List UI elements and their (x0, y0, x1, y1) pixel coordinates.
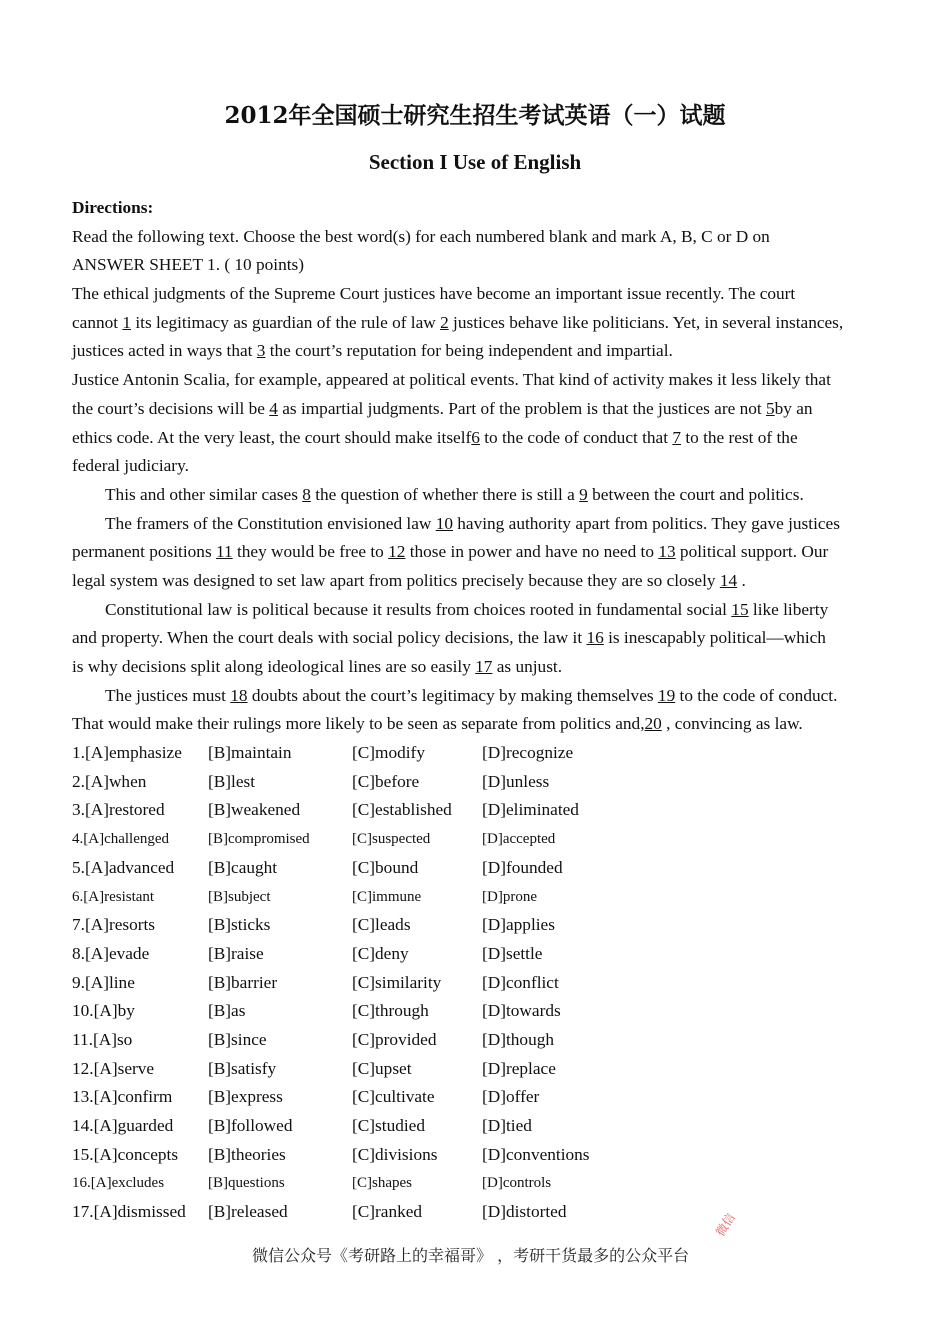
option-row (72, 854, 907, 883)
passage-text: , convincing as law. (661, 714, 803, 734)
passage-line: The ethical judgments of the Supreme Court justices have become an important issue recently. The court (72, 284, 796, 304)
option-d: [D]eliminated (482, 800, 579, 820)
passage-line (72, 309, 907, 338)
option-d: [D]conflict (482, 972, 559, 992)
option-row (72, 911, 907, 940)
passage-line (72, 710, 907, 739)
option-row (72, 768, 907, 797)
option-a: 15.[A]concepts (72, 1144, 179, 1164)
option-b: [B]caught (208, 857, 278, 877)
passage-text: This and other similar cases (105, 484, 303, 504)
option-a: 9.[A]line (72, 972, 135, 992)
passage-text: is why decisions split along ideological lines are so easily (72, 657, 476, 676)
option-d: [D]unless (482, 771, 550, 791)
option-row (72, 739, 907, 768)
passage-text: justices acted in ways that (72, 341, 257, 361)
option-b: [B]as (208, 1001, 246, 1021)
option-d: [D]tied (482, 1116, 532, 1135)
passage-text: cannot (72, 312, 123, 332)
option-a: 5.[A]advanced (72, 857, 175, 877)
passage-paragraph-5 (72, 596, 907, 682)
passage-text: they would be free to (232, 542, 389, 562)
passage-paragraph-6 (72, 682, 907, 739)
option-a: 3.[A]restored (72, 800, 165, 820)
passage-text: the question of whether there is still a (310, 484, 580, 504)
footer-note: 微信公众号《考研路上的幸福哥》 ，考研干货最多的公众平台 (252, 1246, 690, 1265)
option-d: [D]controls (482, 1175, 552, 1192)
passage-line (72, 395, 907, 424)
option-c: [C]bound (352, 857, 419, 877)
option-c: [C]studied (352, 1116, 425, 1135)
blank-1: 1 (122, 312, 132, 332)
option-a: 6.[A]resistant (72, 888, 155, 905)
option-c: [C]immune (352, 888, 422, 905)
passage-text: legal system was designed to set law apart from politics precisely because they are so closely (72, 570, 720, 590)
option-a: 13.[A]confirm (72, 1087, 173, 1107)
option-c: [C]provided (352, 1029, 437, 1049)
option-c: [C]ranked (352, 1202, 423, 1222)
passage-text: to the code of conduct that (479, 427, 673, 447)
option-b: [B]satisfy (208, 1058, 277, 1078)
option-row (72, 1026, 907, 1055)
option-row (72, 969, 907, 998)
blank-17: 17 (475, 657, 493, 676)
passage-line (72, 424, 907, 453)
option-row (72, 1198, 907, 1227)
option-b: [B]compromised (208, 831, 310, 848)
directions-label: Directions: (72, 198, 154, 217)
option-a: 7.[A]resorts (72, 915, 156, 935)
blank-10: 10 (435, 513, 453, 533)
passage-paragraph-2 (72, 366, 907, 481)
option-b: [B]express (208, 1087, 283, 1107)
option-a: 12.[A]serve (72, 1058, 155, 1078)
option-c: [C]established (352, 800, 452, 820)
option-row (72, 796, 907, 825)
option-d: [D]conventions (482, 1144, 590, 1164)
passage-line (72, 682, 907, 711)
passage-text: permanent positions (72, 542, 216, 562)
option-row (72, 997, 907, 1026)
option-b: [B]theories (208, 1144, 286, 1164)
option-b: [B]lest (208, 771, 256, 791)
option-d: [D]applies (482, 915, 555, 935)
passage-paragraph-3 (72, 481, 907, 510)
option-row (72, 1112, 907, 1141)
option-d: [D]recognize (482, 743, 574, 763)
option-row (72, 1141, 907, 1170)
option-a: 8.[A]evade (72, 943, 150, 963)
option-b: [B]subject (208, 888, 271, 905)
passage-line (72, 481, 907, 510)
passage-text: is inescapably political—which (603, 628, 826, 648)
option-row (72, 940, 907, 969)
option-b: [B]weakened (208, 800, 301, 820)
option-a: 14.[A]guarded (72, 1116, 174, 1135)
blank-13: 13 (658, 542, 676, 562)
option-c: [C]upset (352, 1058, 412, 1078)
passage-text: The justices must (105, 685, 231, 705)
blank-16: 16 (586, 628, 604, 648)
option-c: [C]before (352, 771, 420, 791)
option-c: [C]shapes (352, 1175, 412, 1192)
passage-line: Justice Antonin Scalia, for example, appeared at political events. That kind of activity makes it less likely that (72, 370, 831, 390)
option-d: [D]distorted (482, 1202, 567, 1222)
option-d: [D]though (482, 1029, 554, 1049)
passage-line (72, 624, 907, 653)
passage-text: doubts about the court’s legitimacy by making themselves (247, 685, 658, 705)
passage-text: as unjust. (492, 657, 563, 676)
passage-text: justices behave like politicians. Yet, in several instances, (448, 312, 844, 332)
option-d: [D]offer (482, 1087, 540, 1107)
option-a: 17.[A]dismissed (72, 1202, 186, 1222)
options-list (72, 739, 907, 1227)
option-d: [D]founded (482, 857, 563, 877)
option-c: [C]suspected (352, 831, 431, 848)
option-a: 1.[A]emphasize (72, 743, 182, 763)
passage-text: and property. When the court deals with social policy decisions, the law it (72, 628, 587, 648)
option-a: 2.[A]when (72, 771, 147, 791)
option-c: [C]leads (352, 915, 411, 935)
option-b: [B]barrier (208, 972, 278, 992)
passage-paragraph-1 (72, 280, 907, 366)
exam-body (72, 194, 907, 1227)
option-d: [D]replace (482, 1058, 556, 1078)
passage-paragraph-4 (72, 510, 907, 596)
blank-6: 6 (471, 427, 480, 447)
blank-15: 15 (731, 599, 749, 619)
passage-text: the court’s decisions will be (72, 398, 270, 418)
option-row (72, 1083, 907, 1112)
option-b: [B]since (208, 1029, 267, 1049)
passage-line (72, 653, 907, 682)
passage-text: between the court and politics. (587, 484, 804, 504)
option-d: [D]prone (482, 888, 537, 905)
option-d: [D]towards (482, 1001, 561, 1021)
passage-line (72, 510, 907, 539)
option-b: [B]raise (208, 943, 264, 963)
passage-text: That would make their rulings more likely to be seen as separate from politics and, (72, 714, 645, 734)
passage-text: to the code of conduct. (675, 685, 838, 705)
passage-text: political support. Our (675, 542, 829, 562)
blank-2: 2 (440, 312, 449, 332)
passage-line (72, 567, 907, 596)
option-d: [D]accepted (482, 831, 556, 848)
blank-20: 20 (644, 714, 662, 734)
option-row (72, 1055, 907, 1084)
section-heading: Section I Use of English (368, 150, 582, 174)
passage-text: The framers of the Constitution envisioned law (105, 513, 436, 533)
blank-9: 9 (579, 484, 588, 504)
passage-text: ethics code. At the very least, the court should make itself (72, 427, 472, 447)
option-b: [B]released (208, 1202, 288, 1222)
option-b: [B]maintain (208, 743, 292, 763)
page-title: 2012年全国硕士研究生招生考试英语（一）试题 (224, 102, 726, 129)
directions-line: Read the following text. Choose the best word(s) for each numbered blank and mark A, B, C or D on (72, 226, 770, 246)
option-row (72, 1169, 907, 1198)
passage-text: . (737, 570, 746, 590)
option-b: [B]questions (208, 1175, 285, 1192)
blank-3: 3 (256, 341, 266, 361)
blank-12: 12 (388, 542, 406, 562)
blank-7: 7 (672, 427, 681, 447)
passage-line: federal judiciary. (72, 456, 189, 476)
blank-11: 11 (216, 542, 233, 562)
passage-text: those in power and have no need to (405, 542, 659, 562)
option-a: 11.[A]so (72, 1029, 133, 1049)
option-c: [C]through (352, 1001, 429, 1021)
passage-line (72, 337, 907, 366)
option-c: [C]deny (352, 943, 409, 963)
passage-text: like liberty (748, 599, 829, 619)
option-c: [C]divisions (352, 1144, 438, 1164)
passage-text: the court’s reputation for being independent and impartial. (265, 341, 673, 361)
option-a: 10.[A]by (72, 1001, 135, 1021)
blank-5: 5 (766, 398, 775, 418)
passage-text: Constitutional law is political because it results from choices rooted in fundamental social (105, 599, 732, 619)
passage-text: its legitimacy as guardian of the rule of law (131, 312, 441, 332)
passage-text: by an (774, 398, 813, 418)
watermark: 微信 (713, 1210, 738, 1239)
option-d: [D]settle (482, 943, 543, 963)
blank-18: 18 (230, 685, 248, 705)
passage-text: as impartial judgments. Part of the problem is that the justices are not (277, 398, 766, 418)
blank-14: 14 (719, 570, 738, 590)
option-b: [B]sticks (208, 915, 271, 935)
passage-text: having authority apart from politics. They gave justices (452, 513, 840, 533)
option-c: [C]cultivate (352, 1087, 435, 1107)
option-c: [C]similarity (352, 972, 442, 992)
option-row (72, 825, 907, 854)
passage-line (72, 538, 907, 567)
blank-4: 4 (269, 398, 278, 418)
blank-19: 19 (657, 685, 676, 705)
option-b: [B]followed (208, 1116, 293, 1135)
option-a: 16.[A]excludes (72, 1175, 165, 1192)
blank-8: 8 (302, 484, 311, 504)
option-a: 4.[A]challenged (72, 831, 170, 848)
passage-text: to the rest of the (681, 427, 798, 447)
option-c: [C]modify (352, 743, 425, 763)
directions-line: ANSWER SHEET 1. ( 10 points) (72, 255, 305, 275)
option-row (72, 883, 907, 912)
passage-line (72, 596, 907, 625)
